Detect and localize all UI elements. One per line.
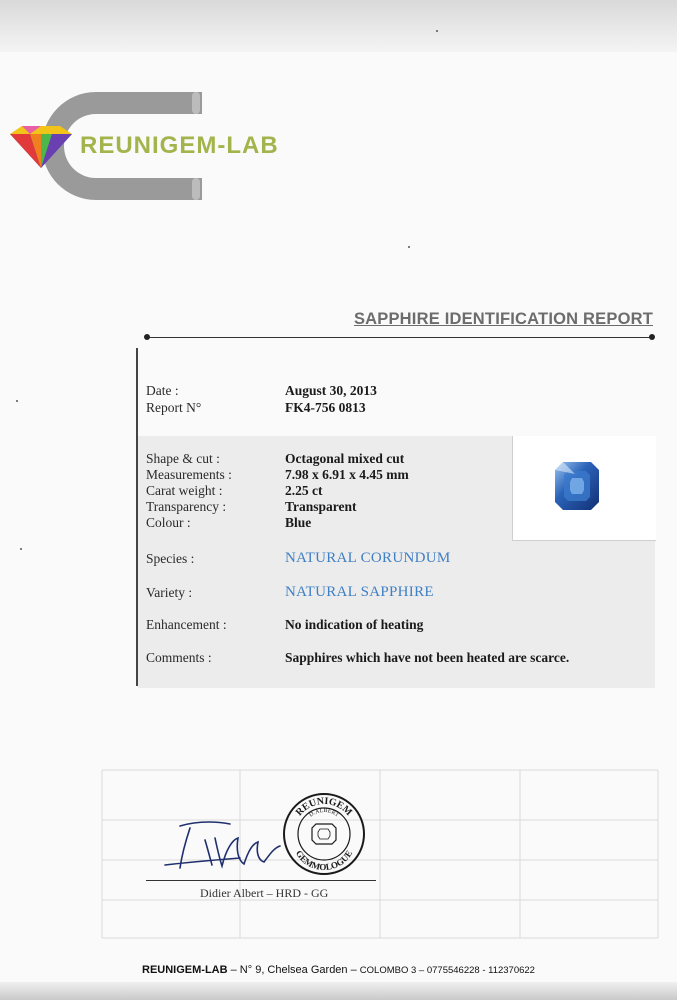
species-label: Species : [146,551,195,566]
shape-cut-value: Octagonal mixed cut [285,451,405,466]
scan-speck [20,548,22,550]
scan-speck [16,400,18,402]
stamp-inner-text: D.ALBERT [308,807,340,819]
title-rule [146,337,654,338]
rule-dot-left [144,334,150,340]
sapphire-gem-photo [555,462,599,510]
signature-rule [146,880,376,881]
gemmologue-stamp [282,792,366,876]
variety-label: Variety : [146,585,193,600]
report-title: SAPPHIRE IDENTIFICATION REPORT [353,310,653,328]
footer-address-line: – N° 9, Chelsea Garden – [227,964,360,976]
footer-address [0,964,677,976]
panel-left-border [136,348,138,686]
comments-label: Comments : [146,650,212,665]
logo-c-bottom-cap [192,178,200,200]
colour-value: Blue [285,515,312,530]
logo-c-top-cap [192,92,200,114]
measurements-value: 7.98 x 6.91 x 4.45 mm [285,467,409,482]
species-value: NATURAL CORUNDUM [285,550,451,566]
scan-top-band [0,0,677,52]
footer-city: COLOMBO 3 [359,965,417,976]
scan-speck [408,246,410,248]
logo-c-top-arm [96,92,196,114]
rule-dot-right [649,334,655,340]
comments-value: Sapphires which have not been heated are scarce. [285,650,570,665]
scan-speck [436,30,438,32]
transparency-value: Transparent [285,499,357,514]
variety-value: NATURAL SAPPHIRE [285,584,434,600]
footer-phones: – 0775546228 - 112370622 [416,965,535,976]
carat-weight-value: 2.25 ct [285,483,323,498]
enhancement-value: No indication of heating [285,617,424,632]
logo-c-bottom-arm [96,178,196,200]
footer-company: REUNIGEM-LAB [142,964,228,976]
report-number-value: FK4-756 0813 [285,400,366,415]
stamp-bottom-text: GEMMOLOGUE [293,848,355,873]
signature-mark [160,810,300,880]
report-number-label: Report N° [146,400,202,415]
stamp-outer-text: REUNIGEM [293,795,355,819]
date-value: August 30, 2013 [285,383,377,398]
gem-photo-box [512,436,656,541]
signatory-name: Didier Albert – HRD - GG [200,886,329,900]
enhancement-label: Enhancement : [146,617,227,632]
scan-bottom-band [0,982,677,1000]
logo-text: REUNIGEM-LAB [80,132,279,159]
reunigem-logo [10,92,300,202]
colour-label: Colour : [146,515,191,530]
transparency-label: Transparency : [146,499,227,514]
carat-weight-label: Carat weight : [146,483,223,498]
shape-cut-label: Shape & cut : [146,451,220,466]
diamond-icon [10,126,72,168]
measurements-label: Measurements : [146,467,232,482]
date-label: Date : [146,383,179,398]
